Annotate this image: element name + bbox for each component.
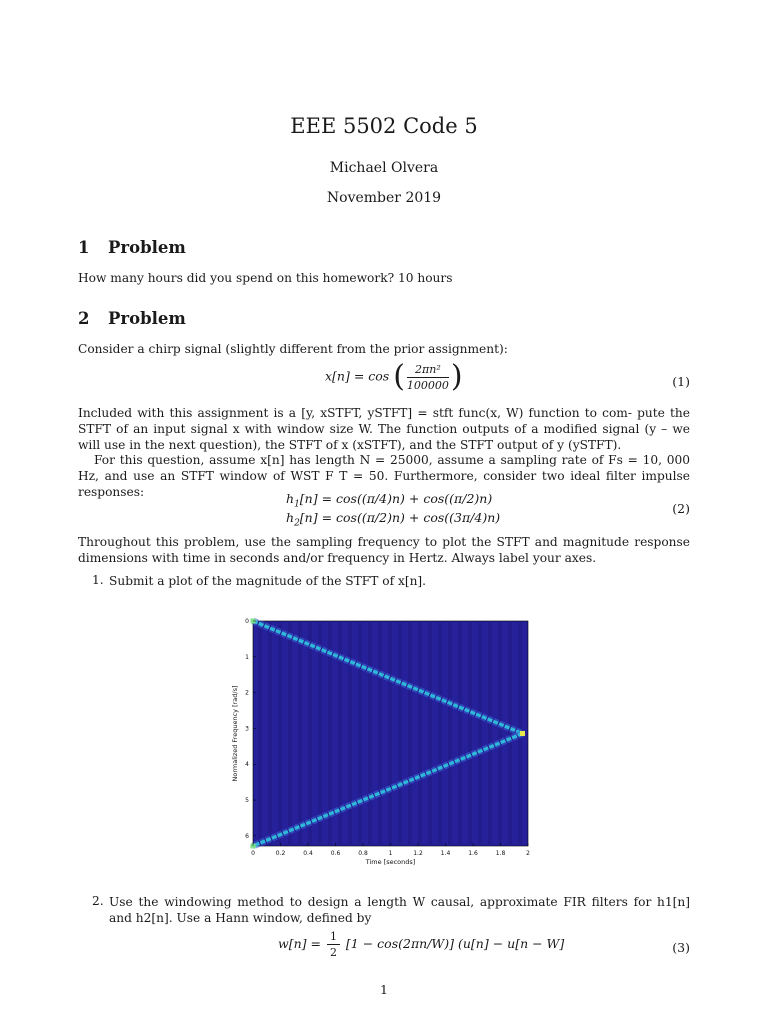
- x-axis-label: Time [seconds]: [365, 858, 416, 866]
- x-tick-label: 0.8: [358, 850, 368, 857]
- x-tick-label: 2: [526, 850, 530, 857]
- eq2-h1-sub: 1: [294, 499, 300, 510]
- document-title: EEE 5502 Code 5: [290, 114, 478, 138]
- list-item-1-number: 1.: [92, 573, 104, 587]
- list-item-2-number: 2.: [92, 894, 104, 908]
- x-tick-label: 0.6: [330, 850, 341, 857]
- section-title: Problem: [108, 238, 186, 257]
- section-1-heading: [78, 238, 186, 257]
- fraction-numerator: 2πn²: [407, 363, 449, 378]
- x-tick-label: 1.6: [468, 850, 478, 857]
- page-number: 1: [380, 982, 388, 997]
- fraction-numerator: 1: [327, 930, 340, 945]
- x-tick-label: 0.2: [275, 850, 286, 857]
- y-tick-label: 0: [245, 618, 249, 625]
- equation-2-line-1: [286, 491, 492, 510]
- y-tick-label: 3: [245, 725, 249, 733]
- eq2-h2: h: [286, 510, 295, 525]
- equation-3-number: (3): [672, 940, 690, 955]
- fraction: [407, 363, 449, 392]
- equation-lhs: x[n] = cos: [325, 368, 390, 384]
- eq2-h1: h: [286, 491, 295, 506]
- y-tick-label: 2: [245, 689, 249, 697]
- section-number: 2: [78, 309, 90, 328]
- ridge-peak-marker: [520, 731, 525, 736]
- x-tick-label: 0.4: [303, 850, 313, 857]
- y-tick-label: 4: [245, 761, 249, 769]
- section-2-heading: [78, 309, 186, 328]
- equation-2-number: (2): [672, 501, 690, 516]
- spectrogram-plot-area: [253, 621, 528, 846]
- equation-3: [278, 930, 564, 959]
- y-tick-label: 1: [245, 653, 249, 661]
- left-paren: (: [393, 359, 405, 394]
- author-name: Michael Olvera: [329, 160, 439, 176]
- fraction-denominator: 2: [329, 946, 337, 959]
- document-date: November 2019: [326, 190, 442, 206]
- y-tick-label: 5: [245, 797, 249, 805]
- section-2-paragraph-1: Included with this assignment is a [y, xSTFT, ySTFT] = stft func(x, W) function to com- pute the STFT of an input signal x with window size W. The function outputs of a modified signal (y – we will use in the next question), the STFT of x (xSTFT), and the STFT output of y (ySTFT).: [78, 406, 690, 452]
- list-item-2-text: Use the windowing method to design a length W causal, approximate FIR filters for h1[n] and h2[n]. Use a Hann window, defined by: [109, 895, 690, 925]
- x-tick-label: 0: [251, 850, 255, 857]
- y-axis-label: Normalized Frequency [rad/s]: [231, 685, 239, 782]
- section-2-paragraph-2: For this question, assume x[n] has length N = 25000, assume a sampling rate of Fs = 10, 000 Hz, and use an STFT window of WST F T = 50. Furthermore, consider two ideal filter impulse responses:: [78, 453, 690, 499]
- section-2-paragraph-3: Throughout this problem, use the sampling frequency to plot the STFT and magnitude response dimensions with time in seconds and/or frequency in Hertz. Always label your axes.: [78, 535, 690, 565]
- x-tick-label: 1.2: [413, 850, 423, 857]
- equation-rhs: [1 − cos(2πn/W)] (u[n] − u[n − W]: [345, 936, 565, 951]
- section-1-text: How many hours did you spend on this homework? 10 hours: [78, 271, 453, 285]
- right-paren: ): [450, 359, 463, 394]
- x-tick-label: 1.8: [495, 850, 506, 857]
- equation-2-line-2: [286, 510, 500, 529]
- section-number: 1: [78, 238, 90, 257]
- section-title: Problem: [108, 309, 186, 328]
- list-item-1-text: Submit a plot of the magnitude of the STFT of x[n].: [109, 574, 427, 588]
- x-tick-label: 1.4: [440, 850, 451, 857]
- equation-lhs: w[n] =: [278, 936, 321, 951]
- fraction-denominator: 100000: [406, 378, 449, 392]
- y-tick-label: 6: [245, 832, 249, 840]
- eq2-h2-sub: 2: [294, 518, 300, 529]
- fraction: [327, 930, 340, 959]
- equation-1: [325, 359, 463, 394]
- eq2-h2-rhs: [n] = cos((π/2)n) + cos((3π/4)n): [299, 510, 501, 525]
- eq2-h1-rhs: [n] = cos((π/4)n) + cos((π/2)n): [299, 491, 493, 506]
- stft-spectrogram-figure: [228, 612, 548, 874]
- section-2-intro: Consider a chirp signal (slightly different from the prior assignment):: [78, 342, 508, 356]
- x-tick-label: 1: [388, 850, 393, 857]
- spectrogram-texture: [253, 621, 528, 846]
- equation-1-number: (1): [672, 374, 690, 389]
